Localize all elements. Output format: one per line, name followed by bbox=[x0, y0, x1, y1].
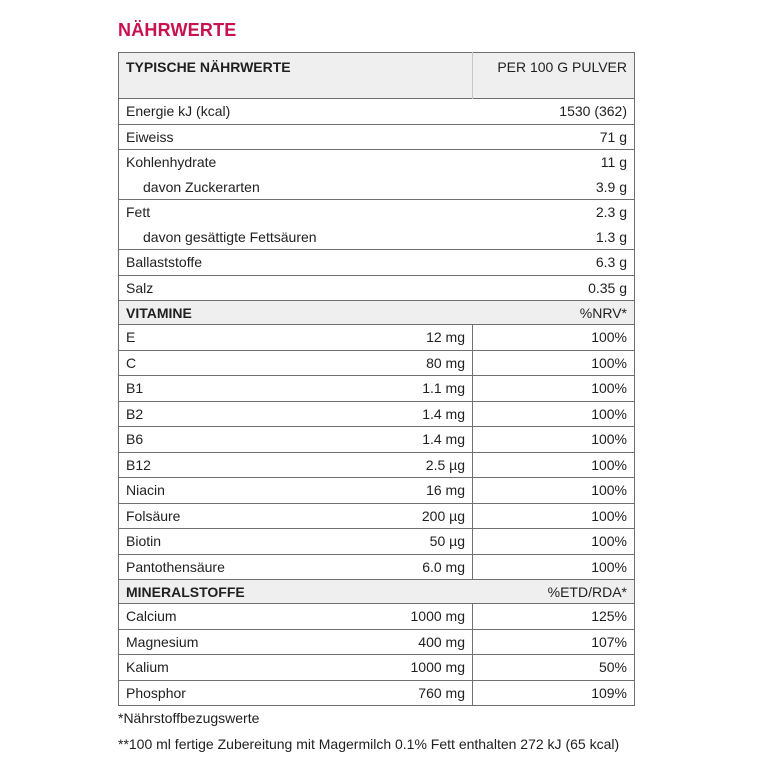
row-percent: 100% bbox=[591, 456, 627, 473]
table-row bbox=[119, 325, 635, 351]
row-percent: 125% bbox=[591, 608, 627, 625]
row-value: 1530 (362) bbox=[559, 103, 627, 120]
row-label: Kohlenhydrate bbox=[126, 154, 217, 171]
section-label: MINERALSTOFFE bbox=[126, 583, 245, 600]
footnote-preparation: **100 ml fertige Zubereitung mit Magermilch 0.1% Fett enthalten 272 kJ (65 kcal) bbox=[118, 736, 620, 752]
row-percent: 109% bbox=[591, 684, 627, 701]
row-amount: 50 µg bbox=[429, 533, 465, 550]
row-value: 2.3 g bbox=[595, 204, 627, 221]
row-amount: 400 mg bbox=[418, 633, 465, 650]
table-row bbox=[119, 376, 635, 402]
row-percent: 100% bbox=[591, 533, 627, 550]
row-label: Calcium bbox=[126, 608, 177, 625]
section-header-minerals bbox=[119, 580, 635, 604]
row-amount: 1.1 mg bbox=[422, 380, 465, 397]
row-value: 11 g bbox=[600, 154, 627, 171]
table-row bbox=[119, 250, 635, 276]
row-percent: 100% bbox=[591, 558, 627, 575]
row-amount: 760 mg bbox=[418, 684, 465, 701]
row-label: Folsäure bbox=[126, 507, 181, 524]
row-amount: 1.4 mg bbox=[422, 431, 465, 448]
row-percent: 100% bbox=[591, 482, 627, 499]
table-row bbox=[119, 680, 635, 706]
section-unit-header: %ETD/RDA* bbox=[547, 583, 627, 600]
row-percent: 107% bbox=[591, 633, 627, 650]
row-amount: 12 mg bbox=[426, 329, 465, 346]
nutrition-content bbox=[118, 20, 634, 762]
row-label: Magnesium bbox=[126, 633, 199, 650]
row-label: Ballaststoffe bbox=[126, 254, 203, 271]
row-percent: 100% bbox=[591, 329, 627, 346]
row-percent: 100% bbox=[591, 507, 627, 524]
section-label: VITAMINE bbox=[126, 304, 192, 321]
row-percent: 100% bbox=[591, 354, 627, 371]
row-amount: 1.4 mg bbox=[422, 405, 465, 422]
table-row bbox=[119, 124, 635, 150]
section-unit-header: %NRV* bbox=[579, 304, 627, 321]
row-amount: 2.5 µg bbox=[425, 456, 465, 473]
row-label: B1 bbox=[126, 380, 144, 397]
row-label: Pantothensäure bbox=[126, 558, 225, 575]
row-percent: 100% bbox=[591, 380, 627, 397]
table-header-right: PER 100 G PULVER bbox=[473, 53, 635, 99]
row-label: Eiweiss bbox=[126, 128, 174, 145]
row-label: C bbox=[126, 354, 137, 371]
table-row bbox=[119, 150, 635, 200]
table-row bbox=[119, 427, 635, 453]
page-title: NÄHRWERTE bbox=[118, 20, 237, 40]
table-row bbox=[119, 529, 635, 555]
table-header-row bbox=[119, 53, 635, 99]
row-percent: 100% bbox=[591, 405, 627, 422]
footnotes bbox=[118, 710, 634, 753]
row-amount: 6.0 mg bbox=[422, 558, 465, 575]
row-label: Biotin bbox=[126, 533, 162, 550]
row-value: 3.9 g bbox=[595, 178, 627, 195]
row-amount: 80 mg bbox=[426, 354, 465, 371]
row-value: 6.3 g bbox=[595, 254, 627, 271]
row-label: E bbox=[126, 329, 136, 346]
row-amount: 1000 mg bbox=[410, 659, 465, 676]
row-sublabel: davon gesättigte Fettsäuren bbox=[143, 228, 317, 245]
table-row bbox=[119, 200, 635, 250]
row-label: B6 bbox=[126, 431, 144, 448]
row-sublabel: davon Zuckerarten bbox=[143, 178, 260, 195]
row-percent: 50% bbox=[598, 659, 627, 676]
table-row bbox=[119, 275, 635, 301]
footnote-nutrient-reference: *Nährstoffbezugswerte bbox=[118, 710, 260, 726]
row-label: Salz bbox=[126, 279, 154, 296]
table-row bbox=[119, 478, 635, 504]
row-amount: 1000 mg bbox=[410, 608, 465, 625]
nutrition-table bbox=[118, 52, 635, 706]
row-label: B2 bbox=[126, 405, 144, 422]
section-header-vitamins bbox=[119, 301, 635, 325]
row-label: Kalium bbox=[126, 659, 169, 676]
row-percent: 100% bbox=[591, 431, 627, 448]
row-label: Fett bbox=[126, 204, 151, 221]
row-label: B12 bbox=[126, 456, 151, 473]
table-header-left: TYPISCHE NÄHRWERTE bbox=[126, 59, 291, 75]
table-row bbox=[119, 604, 635, 630]
row-label: Phosphor bbox=[126, 684, 186, 701]
table-row bbox=[119, 503, 635, 529]
row-value: 0.35 g bbox=[588, 279, 627, 296]
table-row bbox=[119, 655, 635, 681]
table-row bbox=[119, 554, 635, 580]
row-value: 1.3 g bbox=[595, 228, 627, 245]
table-row bbox=[119, 99, 635, 125]
row-value: 71 g bbox=[599, 128, 627, 145]
table-row bbox=[119, 401, 635, 427]
table-row bbox=[119, 350, 635, 376]
row-amount: 200 µg bbox=[421, 507, 465, 524]
table-row bbox=[119, 452, 635, 478]
row-label: Niacin bbox=[126, 482, 165, 499]
row-label: Energie kJ (kcal) bbox=[126, 103, 231, 120]
row-amount: 16 mg bbox=[426, 482, 465, 499]
table-row bbox=[119, 629, 635, 655]
